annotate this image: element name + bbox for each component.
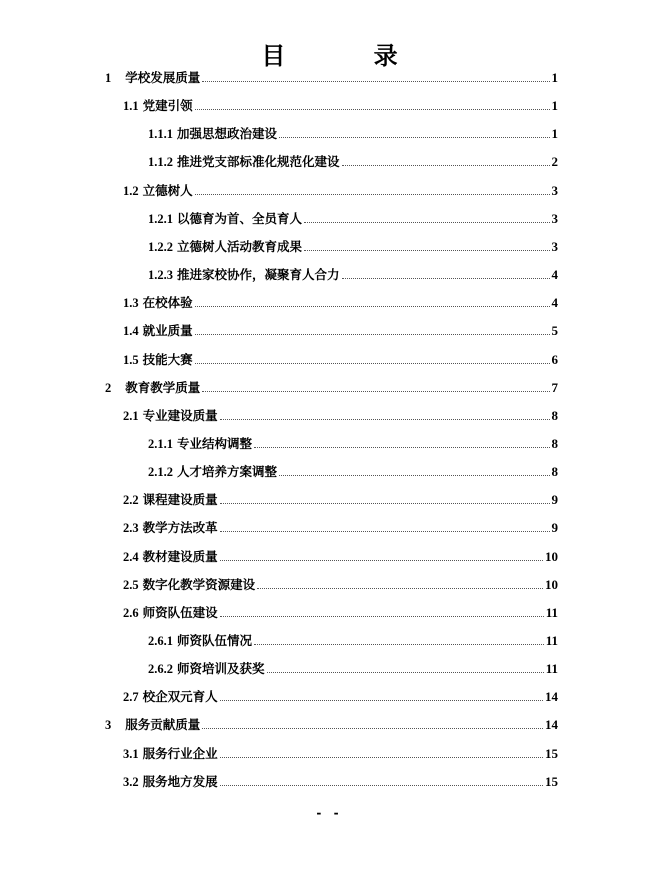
toc-entry-text: 师资培训及获奖 (177, 661, 265, 677)
toc-entry-label (123, 181, 193, 199)
toc-entry[interactable] (123, 488, 558, 508)
toc-entry-text: 数字化教学资源建设 (142, 576, 256, 592)
dot-leader (220, 755, 543, 758)
toc-entry-page-number: 8 (551, 435, 558, 451)
toc-entry-text: 立德树人活动教育成果 (177, 238, 303, 254)
toc-entry-label (123, 321, 193, 339)
toc-entry-label (123, 603, 218, 621)
dot-leader (254, 445, 549, 448)
toc-entry-number: 1 (105, 71, 112, 85)
toc-entry[interactable] (148, 657, 558, 677)
toc-entry-label (148, 265, 340, 283)
toc-entry-number: 1.4 (123, 324, 139, 339)
toc-entry-text: 党建引领 (142, 98, 193, 114)
toc-entry-text: 专业结构调整 (177, 435, 253, 451)
toc-entry-page-number: 8 (551, 407, 558, 423)
dot-leader (220, 529, 550, 532)
toc-entry-text: 师资队伍情况 (177, 633, 253, 648)
dot-leader (195, 304, 550, 307)
toc-entry-text: 以德育为首、全员育人 (177, 210, 303, 226)
toc-entry-page-number: 4 (551, 295, 558, 311)
toc-entry-number: 2.1 (123, 408, 139, 423)
toc-entry-text: 教育教学质量 (125, 379, 201, 395)
toc-entry-label (148, 434, 252, 452)
dot-leader (304, 248, 549, 251)
toc-entry-label (123, 575, 255, 593)
toc-entry[interactable] (105, 713, 558, 733)
toc-entry-text: 人才培养方案调整 (177, 464, 278, 480)
toc-entry-label (105, 715, 200, 733)
dot-leader (342, 276, 550, 279)
dot-leader (267, 670, 544, 673)
toc-entry-number: 1.2.1 (148, 211, 173, 226)
toc-entry-text: 加强思想政治建设 (177, 126, 278, 142)
dot-leader (220, 614, 544, 617)
toc-entry-page-number: 1 (551, 98, 558, 114)
dot-leader (195, 332, 550, 335)
toc-entry-page-number: 6 (551, 351, 558, 367)
toc-entry[interactable] (148, 207, 558, 227)
toc-entry-label (123, 406, 218, 424)
toc-entry-page-number: 11 (545, 661, 558, 677)
toc-entry[interactable] (123, 545, 558, 565)
toc-entry-text: 服务贡献质量 (125, 717, 201, 733)
toc-entry-page-number: 10 (545, 576, 558, 592)
dot-leader (342, 163, 550, 166)
dot-leader (220, 558, 543, 561)
toc-entry[interactable] (148, 432, 558, 452)
toc-entry-label (105, 68, 200, 86)
dot-leader (304, 220, 549, 223)
toc-entry-number: 2.6.1 (148, 634, 173, 648)
toc-entry-page-number: 14 (545, 689, 558, 705)
toc-entry-label (148, 631, 252, 649)
toc-entry-page-number: 7 (551, 379, 558, 395)
toc-entry-text: 立德树人 (142, 182, 193, 198)
toc-entry[interactable] (123, 179, 558, 199)
toc-entry[interactable] (148, 235, 558, 255)
toc-entry[interactable] (105, 376, 558, 396)
toc-entry-text: 服务地方发展 (142, 773, 218, 789)
toc-entry-number: 1.1 (123, 99, 139, 114)
toc-entry-text: 校企双元育人 (142, 689, 218, 705)
toc-entry-page-number: 3 (551, 210, 558, 226)
toc-entry-page-number: 10 (545, 548, 558, 564)
toc-entry[interactable] (105, 66, 558, 86)
dot-leader (195, 107, 550, 110)
toc-entry-text: 学校发展质量 (125, 70, 201, 85)
dot-leader (220, 783, 543, 786)
toc-entry-page-number: 3 (551, 182, 558, 198)
toc-entry[interactable] (123, 742, 558, 762)
toc-entry-text: 技能大赛 (142, 351, 193, 367)
toc-entry-number: 2 (105, 380, 112, 395)
toc-entry-page-number: 9 (551, 492, 558, 508)
toc-entry-page-number: 8 (551, 464, 558, 480)
toc-entry-number: 1.1.2 (148, 155, 173, 170)
toc-entry-page-number: 3 (551, 238, 558, 254)
toc-entry-page-number: 11 (545, 633, 558, 648)
toc-entry-number: 2.3 (123, 521, 139, 536)
toc-entry[interactable] (148, 460, 558, 480)
toc-entry[interactable] (148, 122, 558, 142)
toc-entry[interactable] (123, 404, 558, 424)
toc-entry-page-number: 4 (551, 267, 558, 283)
toc-entry[interactable] (123, 601, 558, 621)
toc-entry-text: 教学方法改革 (142, 520, 218, 536)
toc-entry-page-number: 9 (551, 520, 558, 536)
dot-leader (254, 642, 544, 645)
toc-entry-page-number: 11 (545, 604, 558, 620)
page-title: 目 录 (261, 42, 438, 70)
toc-entry-text: 专业建设质量 (142, 407, 218, 423)
toc-entry-text: 课程建设质量 (142, 492, 218, 508)
dot-leader (257, 586, 543, 589)
toc-entry-page-number: 1 (551, 70, 558, 85)
toc-entry-label (123, 744, 218, 762)
toc-entry-number: 2.6.2 (148, 662, 173, 677)
toc-entry[interactable] (123, 348, 558, 368)
toc-entry-label (148, 237, 302, 255)
toc-entry-number: 2.1.1 (148, 436, 173, 451)
dot-leader (202, 389, 549, 392)
toc-entry-number: 3 (105, 718, 112, 733)
dot-leader (220, 501, 550, 504)
toc-entry[interactable] (123, 291, 558, 311)
toc-entry-label (123, 293, 193, 311)
toc-entry-number: 2.1.2 (148, 465, 173, 480)
toc-entry-number: 2.2 (123, 493, 139, 508)
toc-entry-number: 3.1 (123, 746, 139, 761)
toc-entry[interactable] (148, 263, 558, 283)
toc-entry-page-number: 5 (551, 323, 558, 339)
toc-entry-label (123, 772, 218, 790)
toc-entry-number: 1.2.3 (148, 268, 173, 283)
toc-entry-page-number: 1 (551, 126, 558, 142)
toc-entry-text: 在校体验 (142, 295, 193, 311)
toc-entry-text: 教材建设质量 (142, 548, 218, 564)
toc-entry-label (123, 547, 218, 565)
toc-entry[interactable] (148, 150, 558, 170)
toc-entry[interactable] (148, 629, 558, 649)
toc-entry-label (148, 124, 277, 142)
toc-entry-number: 1.2.2 (148, 239, 173, 254)
toc-entry-number: 2.6 (123, 605, 139, 620)
toc-entry-label (148, 209, 302, 227)
toc-entry-number: 2.4 (123, 549, 139, 564)
dot-leader (220, 698, 543, 701)
toc-entry-text: 师资队伍建设 (142, 604, 218, 620)
toc-entry-number: 1.3 (123, 296, 139, 311)
toc-entry-label (123, 490, 218, 508)
toc-entry-label (148, 659, 265, 677)
dot-leader (202, 726, 543, 729)
dot-leader (195, 361, 550, 364)
toc-entry-number: 1.5 (123, 352, 139, 367)
toc-entry-text: 推进党支部标准化规范化建设 (177, 154, 340, 170)
toc-entry[interactable] (123, 319, 558, 339)
toc-entry-label (123, 96, 193, 114)
toc-entry-number: 1.1.1 (148, 127, 173, 142)
toc-entry[interactable] (123, 770, 558, 790)
toc-entry-page-number: 14 (545, 717, 558, 733)
dot-leader (220, 417, 550, 420)
toc-entry-number: 1.2 (123, 183, 139, 198)
toc-entry[interactable] (123, 573, 558, 593)
toc-entry-number: 2.7 (123, 690, 139, 705)
toc-entry-page-number: 15 (545, 745, 558, 761)
toc-entry-text: 就业质量 (142, 323, 193, 339)
toc-entry-text: 服务行业企业 (142, 745, 218, 761)
toc-entry[interactable] (123, 516, 558, 536)
dot-leader (279, 135, 549, 138)
toc-entry-label (123, 687, 218, 705)
toc-entry-label (105, 378, 200, 396)
toc-entry-label (123, 350, 193, 368)
toc-entry-label (123, 518, 218, 536)
toc-entry-label (148, 462, 277, 480)
dot-leader (279, 473, 549, 476)
toc-entry-label (148, 152, 340, 170)
toc-entry-page-number: 15 (545, 773, 558, 789)
toc-entry-number: 3.2 (123, 774, 139, 789)
toc-entry-text: 推进家校协作，凝聚育人合力 (177, 267, 340, 283)
toc-entry-number: 2.5 (123, 577, 139, 592)
dot-leader (202, 79, 549, 82)
toc-entry[interactable] (123, 685, 558, 705)
toc-entry[interactable] (123, 94, 558, 114)
toc-entry-page-number: 2 (551, 154, 558, 170)
page-footer: - - (316, 806, 343, 820)
dot-leader (195, 192, 550, 195)
